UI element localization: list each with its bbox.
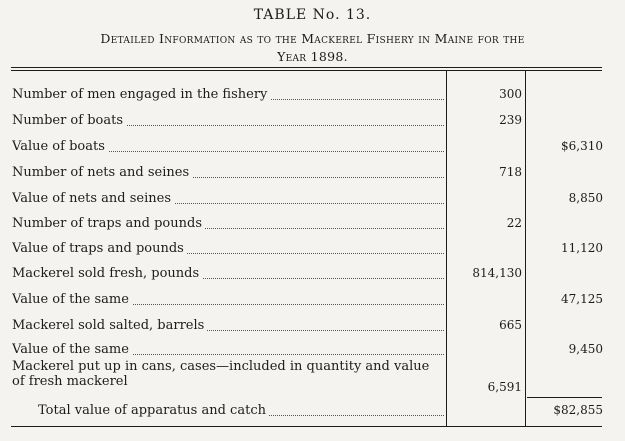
row-value: 47,125 (561, 292, 603, 306)
row-value: 11,120 (561, 241, 603, 255)
table-row (0, 186, 625, 212)
row-quantity: 6,591 (487, 380, 522, 394)
total-label: Total value of apparatus and catch (38, 402, 444, 419)
row-quantity: 300 (499, 87, 522, 101)
table-row (0, 82, 625, 108)
row-value: $6,310 (561, 139, 603, 153)
row-value: 8,850 (568, 191, 603, 205)
row-label: Number of boats (12, 112, 444, 129)
row-label: Value of traps and pounds (12, 240, 444, 257)
top-rule-1 (11, 67, 602, 68)
row-quantity: 239 (499, 113, 522, 127)
table-row (0, 211, 625, 237)
row-label: Value of boats (12, 138, 444, 155)
row-quantity: 665 (499, 318, 522, 332)
row-label: Value of nets and seines (12, 190, 444, 207)
table-caption (10, 30, 615, 66)
table-row (0, 160, 625, 186)
table-row (0, 359, 625, 401)
row-label: Number of men engaged in the fishery (12, 86, 444, 103)
caption-line-1: Detailed Information as to the Mackerel Fishery in Maine for the (100, 31, 525, 46)
row-quantity: 22 (506, 216, 522, 230)
table-row (0, 108, 625, 134)
total-row (0, 398, 625, 424)
row-quantity: 718 (499, 165, 522, 179)
row-label: Number of nets and seines (12, 164, 444, 181)
bottom-rule (11, 426, 602, 427)
row-label: Mackerel sold fresh, pounds (12, 265, 444, 282)
table-row (0, 261, 625, 287)
top-rule-2 (11, 70, 602, 71)
table-row (0, 313, 625, 339)
row-label: Value of the same (12, 341, 444, 358)
row-label: Number of traps and pounds (12, 215, 444, 232)
row-value: 9,450 (568, 342, 603, 356)
row-quantity: 814,130 (472, 266, 522, 280)
total-value: $82,855 (553, 403, 603, 417)
table-row (0, 287, 625, 313)
table-row (0, 134, 625, 160)
caption-line-2: Year 1898. (277, 49, 348, 64)
row-label: Mackerel sold salted, barrels (12, 317, 444, 334)
row-label: Value of the same (12, 291, 444, 308)
table-row (0, 236, 625, 262)
table-number: TABLE No. 13. (253, 7, 372, 23)
row-label: Mackerel put up in cans, cases—included in quantity and value of fresh mackerel (12, 359, 430, 389)
